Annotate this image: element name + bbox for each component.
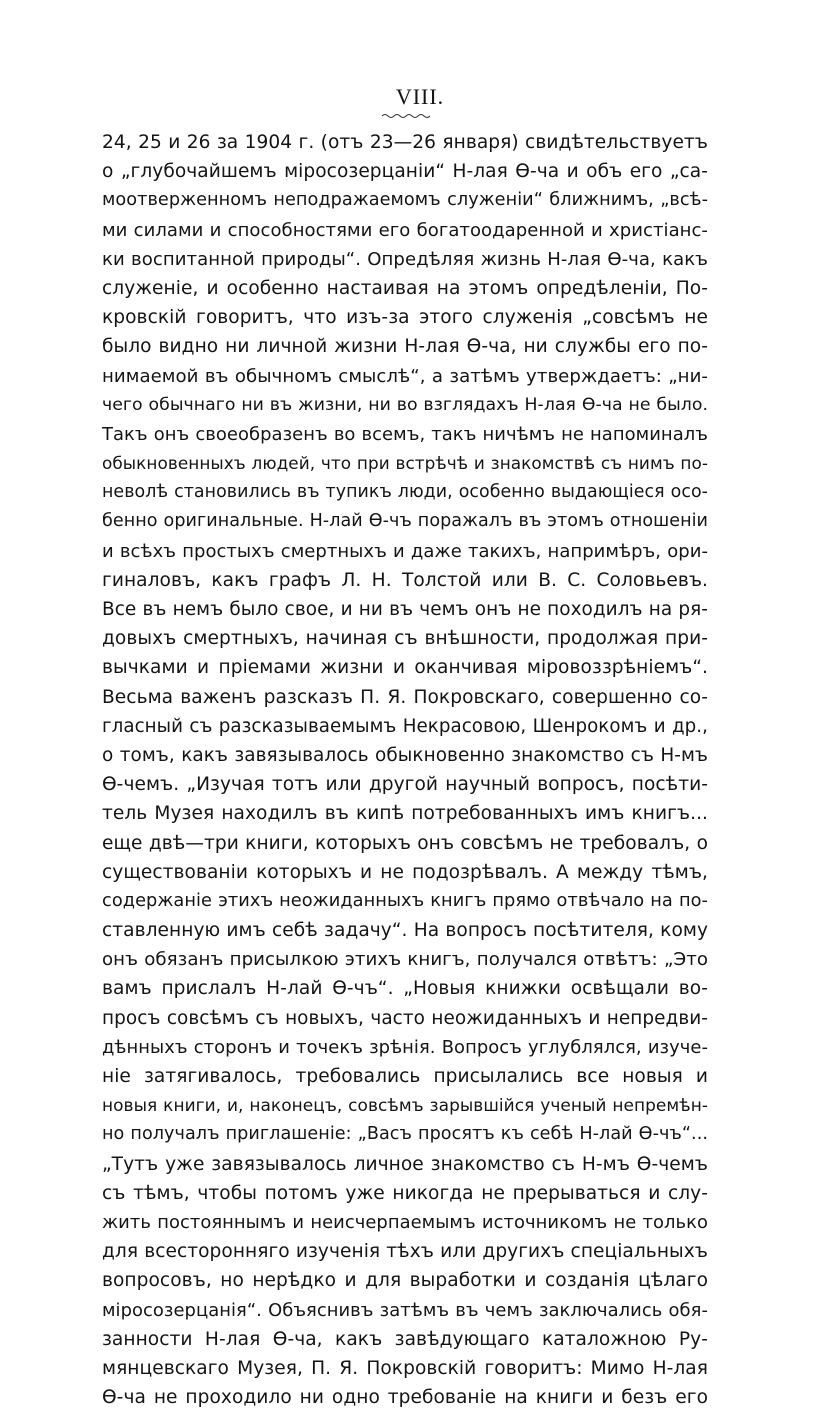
text-line: мянцевскаго Музея, П. Я. Покровскiй говоритъ: Мимо Н-лая [102,1357,708,1379]
text-line: онъ обязанъ присылкою этихъ книгъ, получался отвѣтъ: „Это [102,949,708,971]
text-line: занности Н-лая Ѳ-ча, какъ завѣдующаго каталожною Ру- [102,1328,708,1350]
wavy-rule-ornament [380,112,430,120]
text-line: ставленную имъ себѣ задачу“. На вопросъ посѣтителя, кому [102,920,708,942]
text-line: вопросовъ, но нерѣдко и для выработки и созданiя цѣлаго [102,1270,708,1292]
text-line: мiросозерцанiя“. Объяснивъ затѣмъ въ чемъ заключались обя- [102,1299,708,1321]
text-line: Такъ онъ своеобразенъ во всемъ, такъ ничѣмъ не напоминалъ [102,423,708,445]
text-line: вычками и прiемами жизни и оканчивая мiровоззрѣнiемъ“. [102,657,708,679]
text-line: новыя книги, и, наконецъ, совсѣмъ зарывшiйся ученый непремѣн- [102,1095,708,1116]
text-line: дѣнныхъ сторонъ и точекъ зрѣнiя. Вопросъ углублялся, изуче- [102,1036,708,1058]
text-line: просъ совсѣмъ съ новыхъ, часто неожиданныхъ и непредви- [102,1007,708,1029]
text-line: Весьма важенъ разсказъ П. Я. Покровскаго, совершенно со- [102,686,708,708]
text-line: о томъ, какъ завязывалось обыкновенно знакомство съ Н-мъ [102,744,708,766]
text-line: нiе затягивалось, требовались присылались все новыя и [102,1066,708,1087]
text-line: служенiе, и особенно настаивая на этомъ опредѣленiи, По- [102,277,708,299]
text-line: гласный съ разсказываемымъ Некрасовою, Шенрокомъ и др., [102,715,708,737]
text-line: кровскiй говоритъ, что изъ-за этого служенiя „совсѣмъ не [102,307,708,329]
text-line: содержанiе этихъ неожиданныхъ книгъ прямо отвѣчало на по- [102,890,708,911]
body-text [102,128,708,1412]
text-line: моотверженномъ неподражаемомъ служенiи“ ближнимъ, „всѣ- [102,190,708,211]
text-line: Ѳ-ча не проходило ни одно требованiе на книги и безъ его [102,1387,708,1409]
page-number: VIII. [395,84,445,109]
text-line: бенно оригинальные. Н-лай Ѳ-чъ поражалъ въ этомъ отношенiи [102,511,708,532]
text-line: неволѣ становились въ тупикъ люди, особенно выдающiеся осо- [102,482,708,503]
text-line: нимаемой въ обычномъ смыслѣ“, а затѣмъ утверждаетъ: „ни- [102,365,708,387]
text-line: о „глубочайшемъ мiросозерцанiи“ Н-лая Ѳ-ча и объ его „са- [102,161,708,183]
text-line: тель Музея находилъ въ кипѣ потребованныхъ имъ книгъ... [102,803,708,825]
text-line: довыхъ смертныхъ, начиная съ внѣшности, продолжая при- [102,628,708,650]
text-line: ми силами и способностями его богатоодаренной и христiанс- [102,219,708,241]
text-line: ки воспитанной природы“. Опредѣляя жизнь Н-лая Ѳ-ча, какъ [102,248,708,270]
text-line: но получалъ приглашенiе: „Васъ просятъ къ себѣ Н-лай Ѳ-чъ“... [102,1124,708,1145]
text-line: съ тѣмъ, чтобы потомъ уже никогда не прерываться и слу- [102,1182,708,1204]
text-line: для всесторонняго изученiя тѣхъ или другихъ спецiальныхъ [102,1241,708,1263]
text-line: Ѳ-чемъ. „Изучая тотъ или другой научный вопросъ, посѣти- [102,774,708,796]
text-line: „Тутъ уже завязывалось личное знакомство съ Н-мъ Ѳ-чемъ [102,1153,708,1175]
text-line: существованiи которыхъ и не подозрѣвалъ. А между тѣмъ, [102,861,708,883]
text-line: гиналовъ, какъ графъ Л. Н. Толстой или В. С. Соловьевъ. [102,569,708,591]
text-line: жить постояннымъ и неисчерпаемымъ источникомъ не только [102,1211,708,1233]
text-line: и всѣхъ простыхъ смертныхъ и даже такихъ, напримѣръ, ори- [102,540,708,562]
text-line: обыкновенныхъ людей, что при встрѣчѣ и знакомствѣ съ нимъ по- [102,453,708,474]
text-line: еще двѣ—три книги, которыхъ онъ совсѣмъ не требовалъ, о [102,832,708,854]
text-line: Все въ немъ было свое, и ни въ чемъ онъ не походилъ на ря- [102,599,708,620]
text-line: было видно ни личной жизни Н-лая Ѳ-ча, ни службы его по- [102,336,708,358]
text-line: 24, 25 и 26 за 1904 г. (отъ 23—26 января) свидѣтельствуетъ [102,132,708,153]
text-line: чего обычнаго ни въ жизни, ни во взглядахъ Н-лая Ѳ-ча не было. [102,394,708,415]
text-line: вамъ прислалъ Н-лай Ѳ-чъ“. „Новыя книжки освѣщали во- [102,978,708,1000]
